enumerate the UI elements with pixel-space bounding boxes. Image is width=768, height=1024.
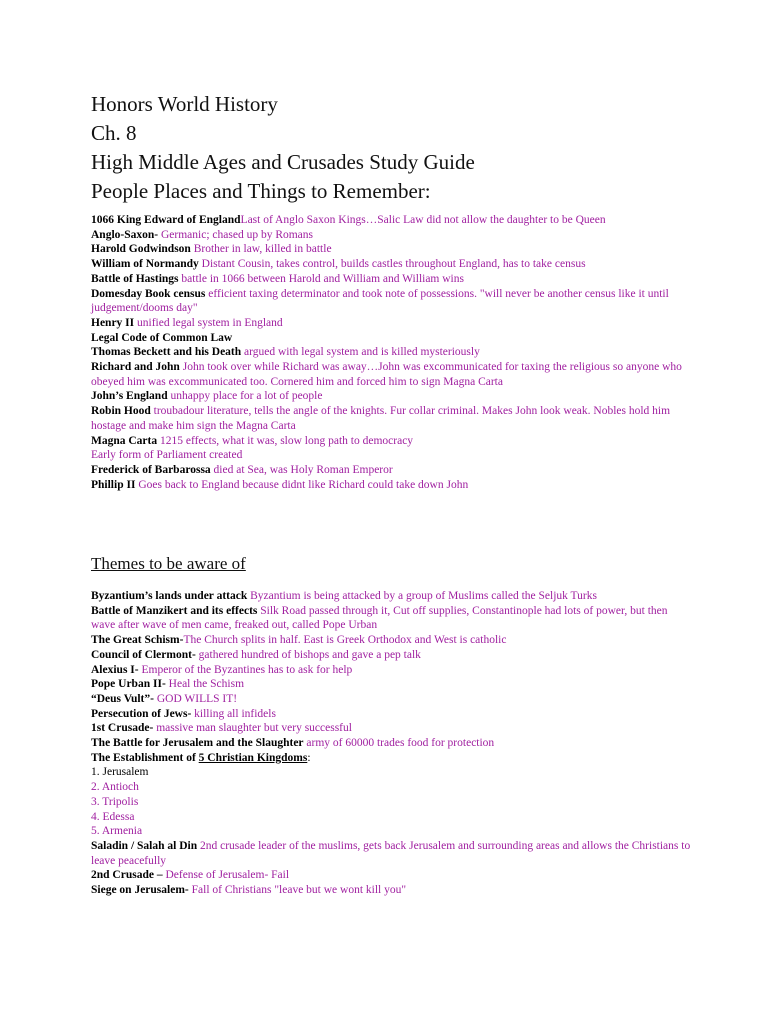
list-item: 2. Antioch <box>91 781 139 794</box>
guide-title: High Middle Ages and Crusades Study Guide <box>91 150 475 174</box>
list-item: Legal Code of Common Law <box>91 331 233 344</box>
list-item: Domesday Book census efficient taxing determinator and took note of possessions. "will never be another census like it until judgement/dooms day" <box>91 287 669 315</box>
list-item: Battle of Hastings battle in 1066 between Harold and William and William wins <box>91 272 464 285</box>
list-item: Magna Carta 1215 effects, what it was, slow long path to democracy <box>91 434 414 447</box>
list-item: Pope Urban II- Heal the Schism <box>91 678 245 691</box>
list-item: Thomas Beckett and his Death argued with legal system and is killed mysteriously <box>91 346 480 359</box>
list-item: Council of Clermont- gathered hundred of bishops and gave a pep talk <box>91 648 421 661</box>
list-item: Byzantium’s lands under attack Byzantium is being attacked by a group of Muslims called the Seljuk Turks <box>91 590 597 602</box>
list-item: 3. Tripolis <box>91 795 139 808</box>
chapter-number: Ch. 8 <box>91 121 137 145</box>
list-item: Siege on Jerusalem- Fall of Christians "leave but we wont kill you" <box>91 884 407 897</box>
list-item: 1066 King Edward of EnglandLast of Anglo Saxon Kings…Salic Law did not allow the daughter to be Queen <box>91 214 606 226</box>
themes-heading: Themes to be aware of <box>91 554 246 573</box>
list-item: 1. Jerusalem <box>91 766 149 779</box>
list-item: Anglo-Saxon- Germanic; chased up by Romans <box>91 228 314 241</box>
list-item: Saladin / Salah al Din 2nd crusade leader of the muslims, gets back Jerusalem and surrounding areas and allows the Christians to leave peacefully <box>91 839 691 867</box>
title-block <box>91 90 475 206</box>
list-item: 1st Crusade- massive man slaughter but very successful <box>91 722 352 735</box>
list-item: Robin Hood troubadour literature, tells the angle of the knights. Fur collar criminal. Makes John look weak. Nobles hold him hostage and make him sign the Magna Carta <box>91 405 671 432</box>
list-item: Early form of Parliament created <box>91 449 243 462</box>
list-item: Harold Godwindson Brother in law, killed in battle <box>91 243 332 256</box>
list-item: Persecution of Jews- killing all infidels <box>91 707 276 720</box>
list-item: Battle of Manzikert and its effects Silk Road passed through it, Cut off supplies, Constantinople had lots of power, but then wave after wave of men came, freaked out, called Pope Urban <box>91 604 668 632</box>
list-item: The Establishment of 5 Christian Kingdoms: <box>91 751 311 764</box>
list-item: 4. Edessa <box>91 810 135 823</box>
themes-list <box>91 589 691 898</box>
list-item: William of Normandy Distant Cousin, takes control, builds castles throughout England, has to take census <box>91 258 586 271</box>
list-item: Phillip II Goes back to England because didnt like Richard could take down John <box>91 478 469 491</box>
list-item: 2nd Crusade – Defense of Jerusalem- Fail <box>91 869 290 882</box>
list-item: The Battle for Jerusalem and the Slaughter army of 60000 trades food for protection <box>91 737 495 750</box>
list-item: “Deus Vult”- GOD WILLS IT! <box>91 692 238 705</box>
list-item: John’s England unhappy place for a lot of people <box>91 390 323 403</box>
list-item: Richard and John John took over while Richard was away…John was excommunicated for taxing the religious so anyone who obeyed him was excommunicated too. Cornered him and forced him to sign Magna Carta <box>91 361 682 388</box>
course-title: Honors World History <box>91 92 278 116</box>
list-item: 5. Armenia <box>91 825 143 838</box>
people-places-list <box>91 213 691 492</box>
list-item: The Great Schism-The Church splits in half. East is Greek Orthodox and West is catholic <box>91 634 507 647</box>
list-item: Alexius I- Emperor of the Byzantines has to ask for help <box>91 663 353 676</box>
section-title: People Places and Things to Remember: <box>91 179 431 203</box>
kingdoms-underlined: 5 Christian Kingdoms <box>198 751 308 764</box>
list-item: Frederick of Barbarossa died at Sea, was Holy Roman Emperor <box>91 463 393 476</box>
list-item: Henry II unified legal system in England <box>91 316 283 329</box>
